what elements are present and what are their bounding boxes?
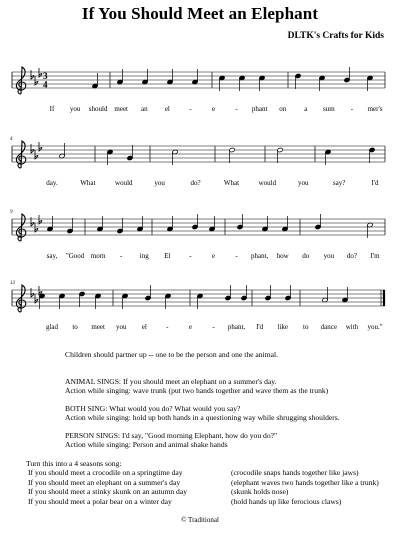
- treble-clef-icon: [16, 67, 25, 94]
- credit-line: DLTK's Crafts for Kids: [287, 31, 384, 41]
- lyric-syllable: -: [166, 323, 169, 331]
- instruction-line: Action while singing: hold up both hands in a questioning way while shrugging shoulders.: [65, 413, 340, 423]
- flat-icon: [31, 288, 34, 297]
- instruction-line: Action while singing: wave trunk (put two hands together and wave them as the trunk): [65, 386, 329, 396]
- lyric-syllable: -: [189, 252, 192, 260]
- lyric-syllable: I'd: [256, 323, 264, 331]
- lyric-syllable: would: [115, 179, 133, 187]
- lyric-syllable: morn: [90, 252, 106, 260]
- seasons-section: [26, 459, 396, 506]
- lyric-syllable: say,: [46, 252, 58, 260]
- lyric-syllable: would: [258, 179, 277, 187]
- lyric-syllable: do?: [346, 252, 357, 260]
- flat-icon: [35, 223, 38, 232]
- flat-icon: [39, 286, 42, 295]
- lyric-syllable: meet: [91, 323, 105, 331]
- lyric-syllable: meet: [114, 105, 129, 113]
- lyric-syllable: What: [223, 179, 240, 187]
- instruction-line: PERSON SINGS: I'd say, "Good morning Elephant, how do you do?": [65, 431, 278, 440]
- instruction-block-2: [65, 377, 395, 395]
- lyric-syllable: -: [212, 323, 215, 331]
- flat-icon: [39, 215, 42, 224]
- measure-number: 9: [10, 210, 13, 215]
- flat-icon: [35, 294, 38, 303]
- season-action: (crocodile snaps hands together like jaws): [231, 468, 359, 478]
- season-action: (hold hands up like ferocious claws): [231, 496, 342, 506]
- lyric-syllable: say?: [332, 179, 346, 187]
- lyric-syllable: -: [120, 252, 123, 260]
- lyric-syllable: on: [279, 105, 287, 113]
- lyric-syllable: day.: [46, 179, 58, 187]
- lyric-syllable: like: [277, 323, 288, 331]
- instruction-line: ANIMAL SINGS: If you should meet an elephant on a summer's day.: [65, 377, 277, 386]
- lyric-syllable: you: [115, 323, 127, 331]
- lyric-syllable: you: [297, 179, 309, 187]
- flat-icon: [39, 142, 42, 151]
- lyric-syllable: how: [276, 252, 289, 260]
- instruction-block-1: [65, 350, 395, 359]
- flat-icon: [31, 144, 34, 153]
- lyric-syllable: I'd: [371, 179, 379, 187]
- time-signature: 3: [43, 71, 48, 81]
- lyric-syllable: with: [345, 323, 359, 331]
- season-row: [26, 487, 396, 496]
- lyric-syllable: phant: [251, 105, 268, 113]
- lyric-syllable: an: [140, 105, 148, 113]
- lyric-syllable: e: [188, 323, 192, 331]
- instruction-line: Children should partner up -- one to be the person and one the animal.: [65, 350, 278, 359]
- lyric-syllable: El: [164, 252, 171, 260]
- lyric-syllable: a: [304, 105, 308, 113]
- lyric-syllable: ing: [139, 252, 149, 260]
- lyric-syllable: glad: [45, 323, 59, 331]
- seasons-heading: Turn this into a 4 seasons song:: [26, 459, 122, 468]
- lyric-syllable: sum: [323, 105, 335, 113]
- lyric-syllable: you: [154, 179, 165, 187]
- instruction-block-4: [65, 431, 395, 449]
- instruction-line: Action while singing: Person and animal shake hands: [65, 440, 228, 450]
- lyric-syllable: "Good: [65, 252, 85, 260]
- lyric-syllable: you: [69, 105, 81, 113]
- lyric-syllable: I'm: [370, 252, 380, 260]
- measure-number: 13: [10, 281, 15, 286]
- lyric-syllable: dance: [320, 323, 338, 331]
- season-line: If you should meet a stinky skunk on an autumn day: [28, 487, 188, 497]
- lyric-syllable: to: [303, 323, 309, 331]
- lyric-syllable: e: [211, 105, 216, 113]
- lyric-syllable: -: [235, 252, 238, 260]
- lyric-syllable: el: [164, 105, 170, 113]
- measure-number: 4: [10, 137, 13, 142]
- lyric-syllable: If: [49, 105, 55, 113]
- time-signature: 4: [43, 79, 48, 90]
- flat-icon: [31, 70, 34, 79]
- flat-icon: [35, 76, 38, 85]
- season-line: If you should meet an elephant on a summer's day: [28, 477, 181, 487]
- treble-clef-icon: [16, 141, 25, 168]
- treble-clef-icon: [16, 285, 25, 312]
- lyric-syllable: mer's: [367, 105, 383, 113]
- lyric-syllable: -: [350, 105, 354, 113]
- season-line: If you should meet a crocodile on a springtime day: [28, 468, 183, 478]
- season-row: [26, 497, 396, 506]
- lyric-syllable: do: [302, 252, 310, 260]
- season-row: [26, 478, 396, 487]
- lyric-syllable: phant,: [227, 323, 246, 331]
- instruction-block-3: [65, 404, 395, 422]
- lyric-syllable: el: [141, 323, 147, 331]
- season-action: (skunk holds nose): [231, 487, 289, 497]
- lyric-syllable: -: [189, 105, 192, 113]
- lyric-syllable: you.": [367, 323, 383, 331]
- lyric-syllable: What: [80, 179, 96, 187]
- flat-icon: [31, 217, 34, 226]
- treble-clef-icon: [16, 214, 25, 241]
- footer-copyright: © Traditional: [181, 516, 219, 524]
- flat-icon: [39, 68, 42, 77]
- season-row: [26, 468, 396, 477]
- lyric-syllable: phant,: [250, 252, 269, 260]
- lyric-syllable: should: [88, 105, 108, 113]
- season-action: (elephant waves two hands together like a trunk): [231, 477, 379, 487]
- lyric-syllable: you: [323, 252, 335, 260]
- song-title: If You Should Meet an Elephant: [81, 4, 319, 23]
- lyric-syllable: do?: [190, 179, 201, 187]
- season-line: If you should meet a polar bear on a winter day: [28, 496, 172, 506]
- lyric-syllable: to: [72, 323, 78, 331]
- lyric-syllable: -: [235, 105, 238, 113]
- instruction-line: BOTH SING: What would you do? What would you say?: [65, 404, 241, 413]
- flat-icon: [35, 150, 38, 159]
- lyric-syllable: e: [211, 252, 216, 260]
